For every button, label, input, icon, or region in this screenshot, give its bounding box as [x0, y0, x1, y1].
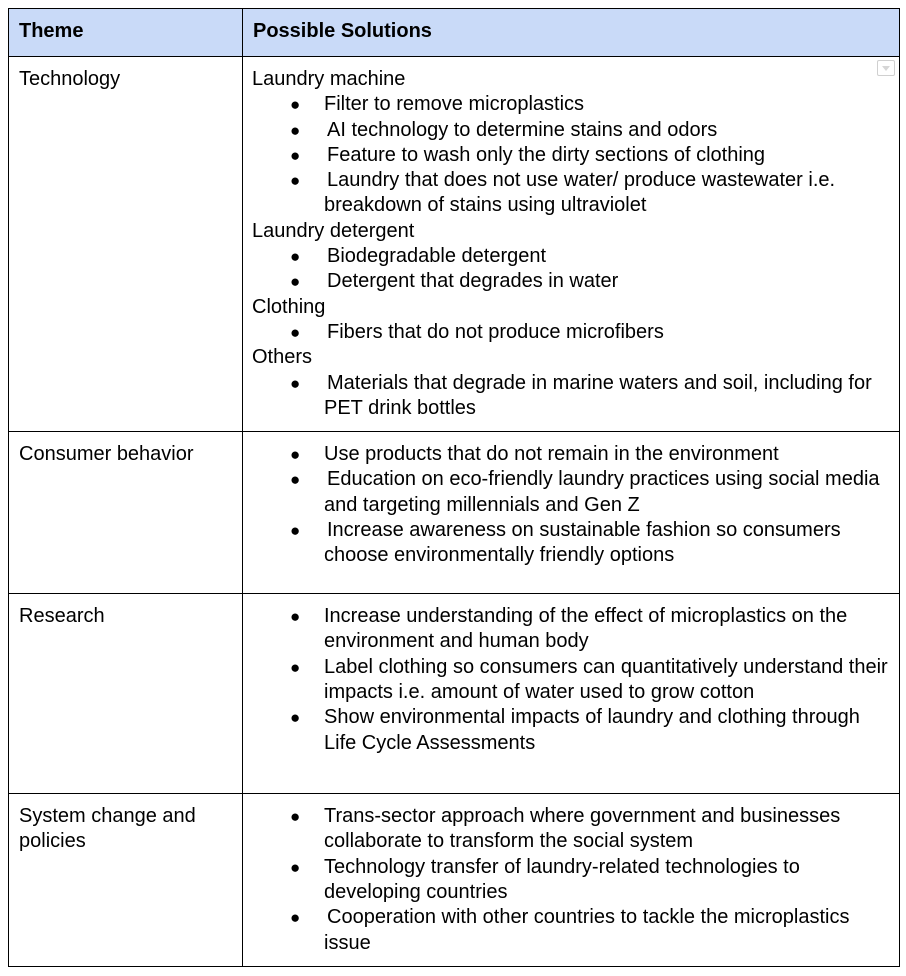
bullet-list [252, 804, 895, 956]
solutions-cell [243, 794, 900, 967]
bullet-list [252, 442, 895, 568]
bullet-list [252, 371, 895, 422]
bullet-icon: ● [290, 857, 301, 877]
list-item: ● Cooperation with other countries to tackle the microplastics issue [290, 906, 850, 954]
solutions-table [8, 8, 900, 967]
list-item: ● Fibers that do not produce microfibers [252, 320, 895, 345]
theme-cell: System change and policies [9, 794, 243, 967]
list-item: ● Label clothing so consumers can quantitatively understand their impacts i.e. amount of water used to grow cotton [290, 655, 888, 704]
list-item: ● Trans-sector approach where government and businesses collaborate to transform the social system [290, 805, 841, 853]
theme-cell: Research [9, 594, 243, 794]
bullet-icon: ● [290, 657, 301, 677]
bullet-icon: ● [290, 445, 301, 465]
list-item: ● Technology transfer of laundry-related technologies to developing countries [290, 855, 800, 904]
bullet-list [252, 604, 895, 756]
list-item: ● Feature to wash only the dirty sections of clothing [252, 143, 895, 168]
bullet-list [252, 320, 895, 345]
bullet-icon: ● [290, 120, 301, 140]
bullet-icon: ● [290, 708, 301, 728]
group-heading: Clothing [252, 295, 326, 318]
list-item: ● AI technology to determine stains and odors [252, 118, 895, 143]
list-item: ● Increase understanding of the effect of microplastics on the environment and human body [290, 605, 848, 653]
group-heading: Laundry machine [252, 68, 406, 90]
header-row [9, 9, 900, 57]
bullet-icon: ● [290, 807, 301, 827]
table-row-technology [9, 57, 900, 432]
bullet-icon: ● [290, 171, 301, 191]
bullet-icon: ● [290, 470, 301, 490]
list-item: ● Show environmental impacts of laundry and clothing through Life Cycle Assessments [290, 706, 860, 754]
list-item: ● Increase awareness on sustainable fashion so consumers choose environmentally friendly options [290, 519, 841, 567]
bullet-list [252, 92, 895, 218]
header-theme: Theme [9, 9, 243, 57]
bullet-icon: ● [290, 322, 301, 342]
list-item: ● Filter to remove microplastics [252, 92, 895, 117]
bullet-icon: ● [290, 373, 301, 393]
theme-cell: Consumer behavior [9, 432, 243, 594]
solutions-cell [243, 432, 900, 594]
dropdown-icon[interactable] [877, 60, 895, 76]
table-row-system-change [9, 794, 900, 967]
bullet-icon: ● [290, 908, 301, 928]
table-row-consumer-behavior [9, 432, 900, 594]
solutions-cell [243, 57, 900, 432]
table-row-research [9, 594, 900, 794]
bullet-icon: ● [290, 145, 301, 165]
group-heading: Others [252, 346, 313, 369]
bullet-icon: ● [290, 95, 301, 115]
list-item: ● Detergent that degrades in water [252, 269, 895, 294]
bullet-icon: ● [290, 247, 301, 267]
bullet-icon: ● [290, 607, 301, 627]
list-item: ● Education on eco-friendly laundry practices using social media and targeting millennials and Gen Z [290, 468, 880, 516]
group-heading: Laundry detergent [252, 219, 415, 242]
theme-cell: Technology [9, 57, 243, 432]
list-item: ● Materials that degrade in marine waters and soil, including for PET drink bottles [290, 371, 872, 419]
solutions-cell [243, 594, 900, 794]
bullet-icon: ● [290, 272, 301, 292]
bullet-list [252, 244, 895, 295]
header-solutions: Possible Solutions [243, 9, 900, 57]
list-item: ● Biodegradable detergent [252, 244, 895, 269]
list-item: ● Laundry that does not use water/ produce wastewater i.e. breakdown of stains using ultraviolet [290, 169, 836, 217]
list-item: ● Use products that do not remain in the environment [252, 442, 895, 467]
bullet-icon: ● [290, 521, 301, 541]
